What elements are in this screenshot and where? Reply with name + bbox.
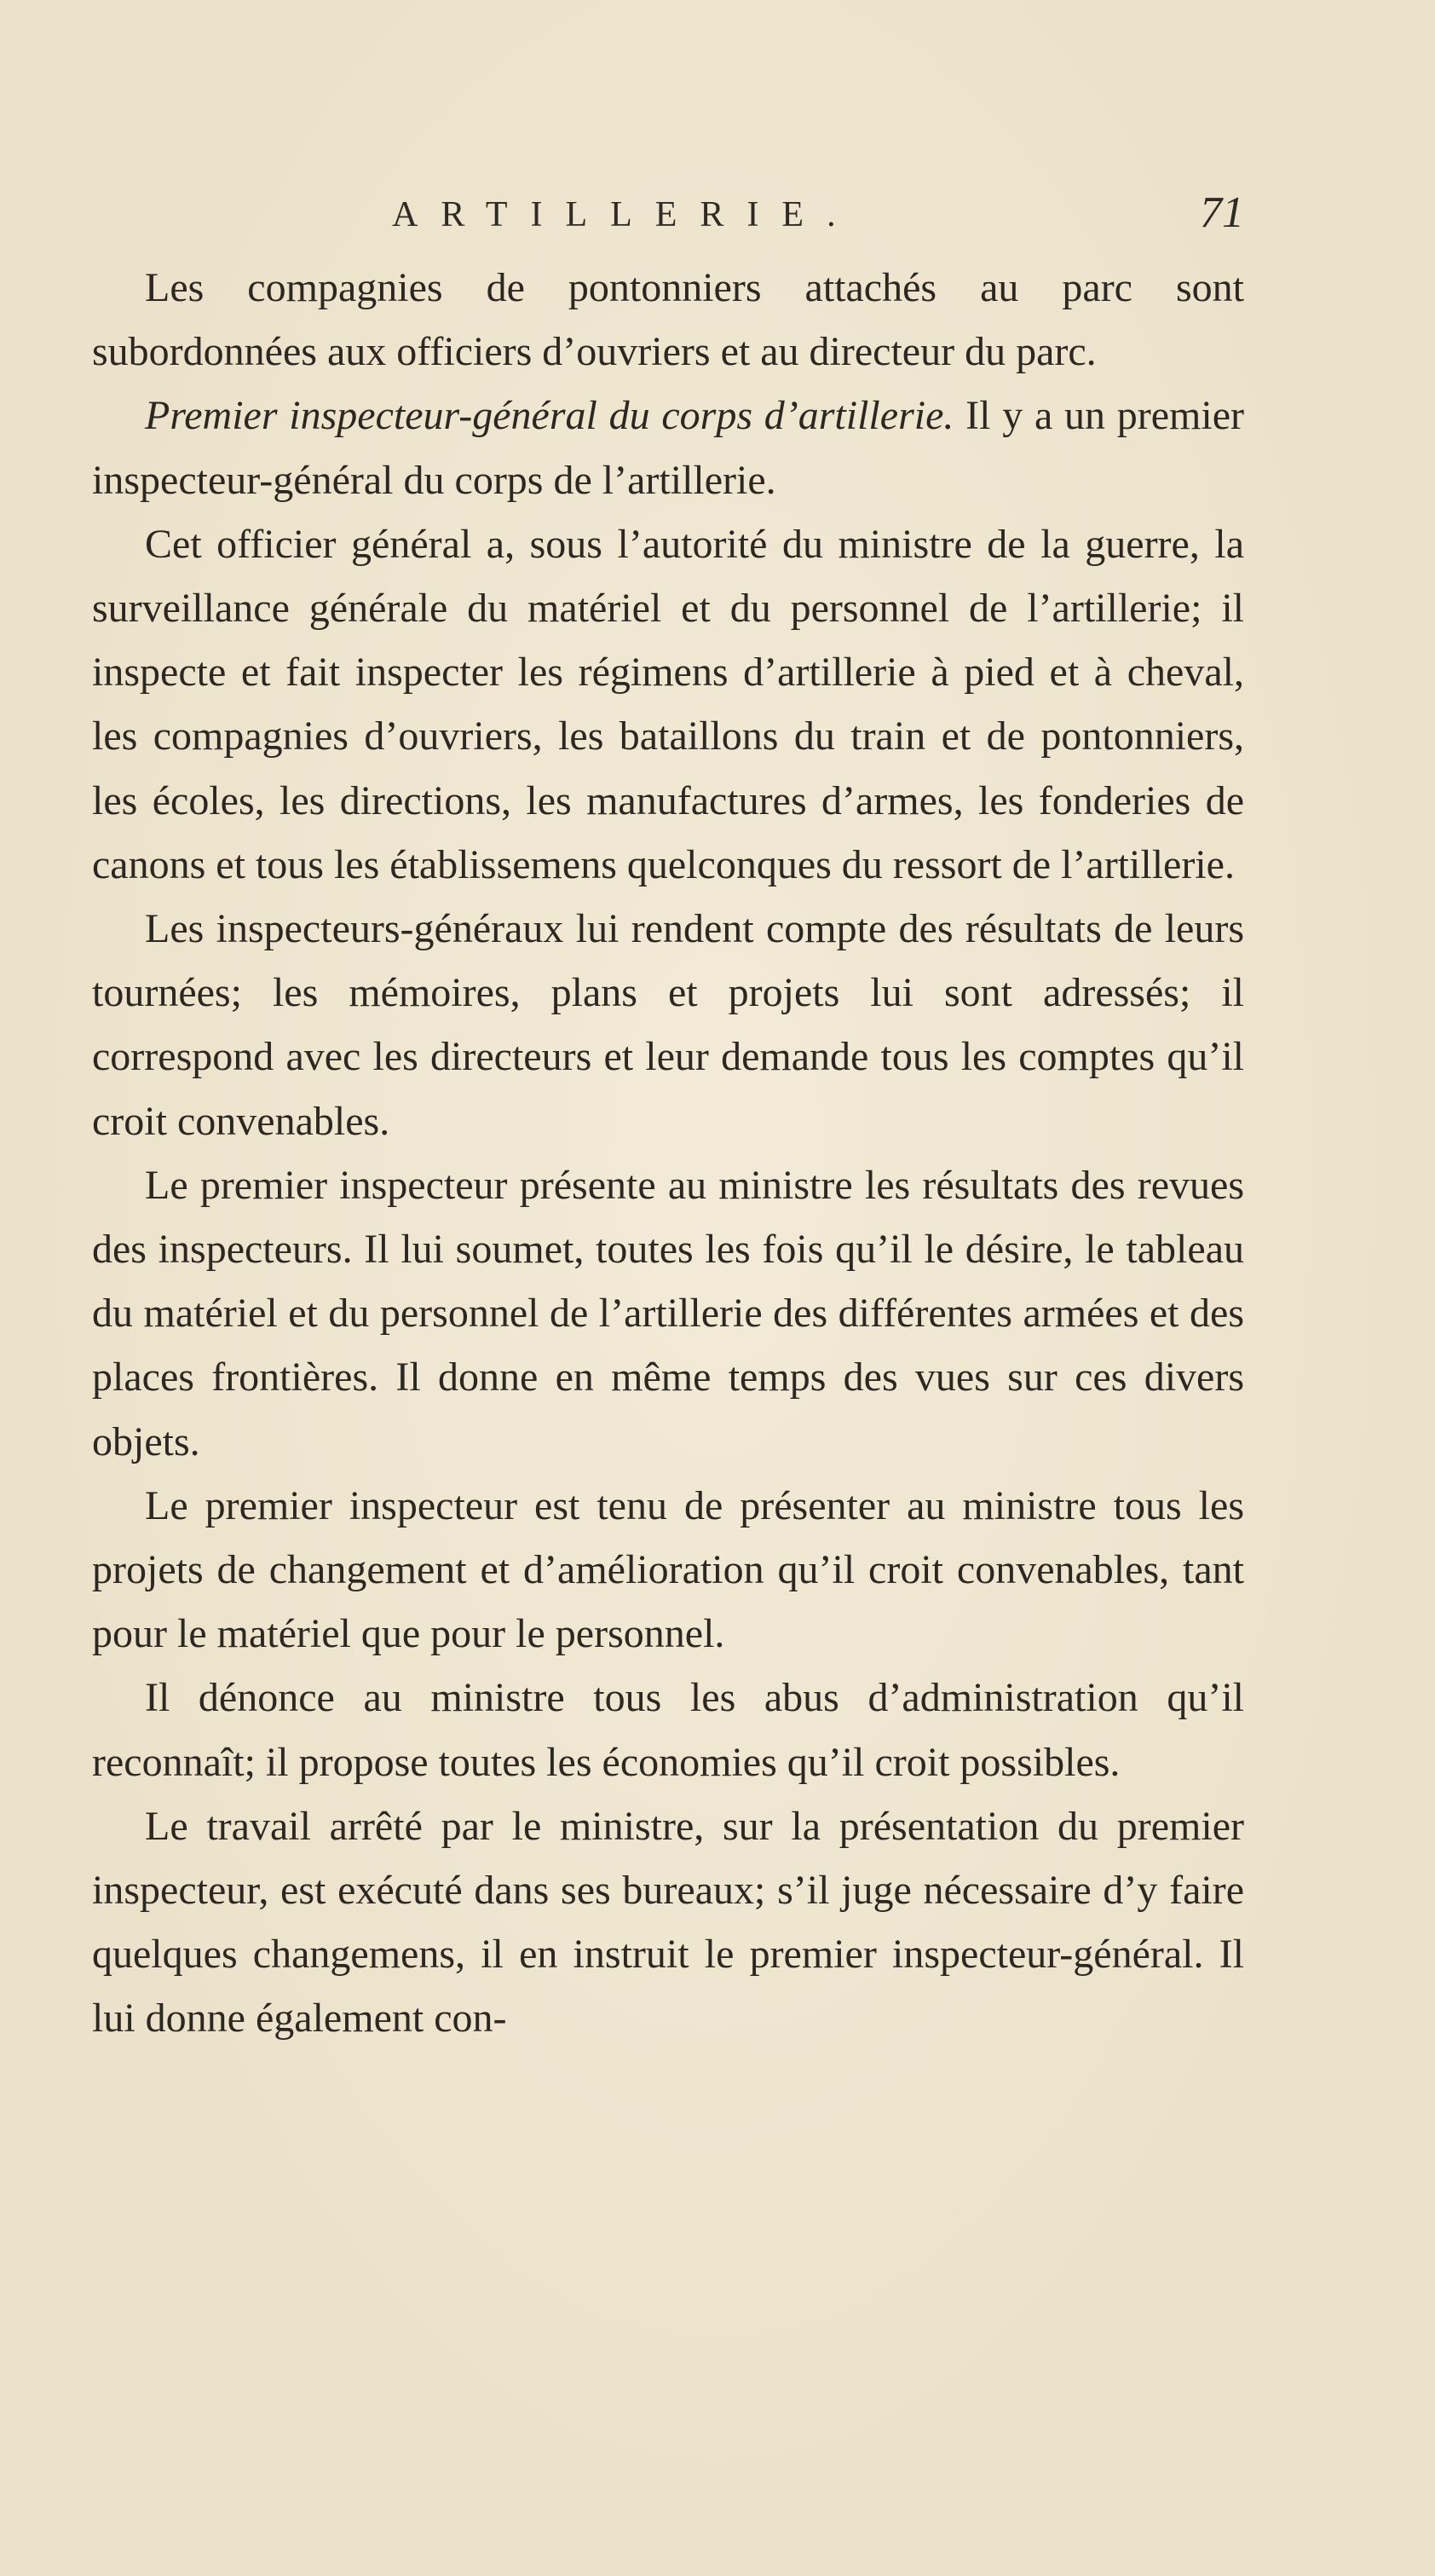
paragraph-text: Le travail arrêté par le ministre, sur la présentation du premier inspecteur, est exécuté dans ses bureaux; s’il juge nécessaire d’y faire quelques changemens, il en instruit le premier inspecteur-général. Il lui donne également con- <box>92 1803 1244 2042</box>
page-header <box>136 188 1244 263</box>
paragraph-text: Les compagnies de pontonniers attachés au parc sont subordonnées aux officiers d’ouvriers et au directeur du parc. <box>92 265 1244 375</box>
running-head: ARTILLERIE. <box>392 195 859 234</box>
paragraph-text: Les inspecteurs-généraux lui rendent compte des résultats de leurs tournées; les mémoires, plans et projets lui sont adressés; il correspond avec les directeurs et leur demande tous les comptes qu’il croit convenables. <box>92 906 1244 1144</box>
paragraph-text: Il y a un premier inspecteur-général du corps de l’artillerie. <box>92 393 1244 503</box>
paragraph-travail <box>92 1794 1244 2051</box>
paragraph-officier-general <box>92 512 1244 897</box>
paragraph-revues <box>92 1153 1244 1474</box>
paragraph-text: Il dénonce au ministre tous les abus d’administration qu’il reconnaît; il propose toutes les économies qu’il croit possibles. <box>92 1675 1244 1785</box>
body-text <box>92 256 1244 2051</box>
section-heading: Premier inspecteur-général du corps d’artillerie. <box>145 393 954 439</box>
paragraph-abus <box>92 1666 1244 1793</box>
paragraph-text: Le premier inspecteur présente au ministre les résultats des revues des inspecteurs. Il lui soumet, toutes les fois qu’il le désire, le tableau du matériel et du personnel de l’artillerie des différentes armées et des places frontières. Il donne en même temps des vues sur ces divers objets. <box>92 1162 1244 1464</box>
paragraph-premier-inspecteur <box>92 384 1244 511</box>
paragraph-text: Le premier inspecteur est tenu de présenter au ministre tous les projets de changement et d’amélioration qu’il croit convenables, tant pour le matériel que pour le personnel. <box>92 1482 1244 1657</box>
paragraph-text: Cet officier général a, sous l’autorité du ministre de la guerre, la surveillance générale du matériel et du personnel de l’artillerie; il inspecte et fait inspecter les régimens d’artillerie à pied et à cheval, les compagnies d’ouvriers, les bataillons du train et de pontonniers, les écoles, les directions, les manufactures d’armes, les fonderies de canons et tous les établissemens quelconques du ressort de l’artillerie. <box>92 521 1244 887</box>
page-number: 71 <box>1200 188 1244 237</box>
paragraph-projets <box>92 1474 1244 1666</box>
paragraph-pontonniers <box>92 256 1244 384</box>
paragraph-inspecteurs-generaux <box>92 897 1244 1153</box>
